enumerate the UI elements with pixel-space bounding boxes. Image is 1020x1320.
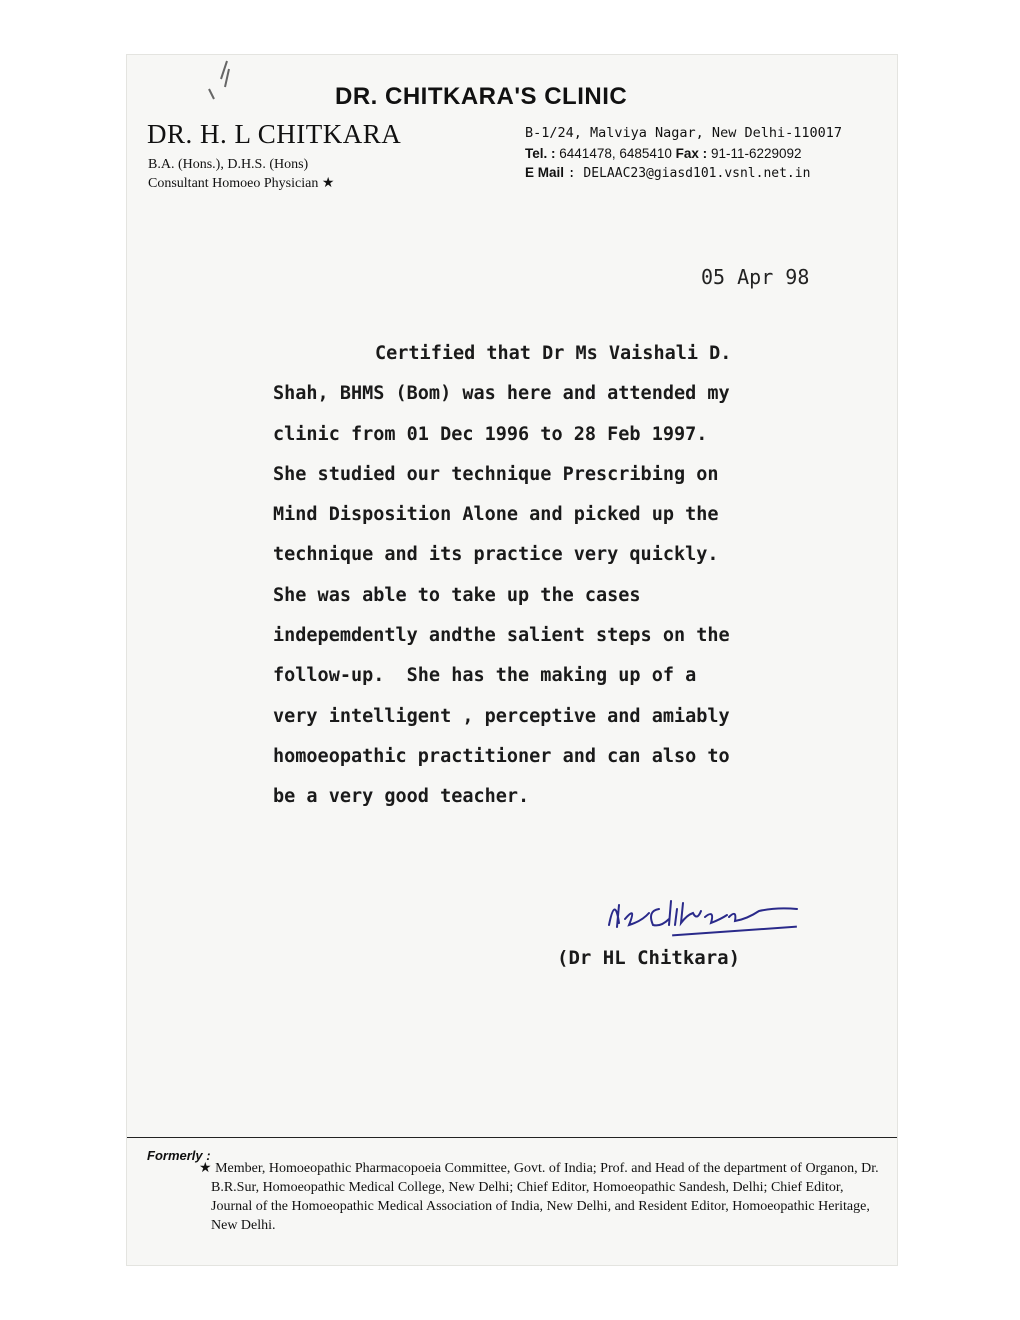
handwritten-signature [597, 875, 817, 955]
fax-value: 91-11-6229092 [710, 146, 802, 161]
body-line: follow-up. She has the making up of a [273, 665, 697, 687]
role-text: Consultant Homoeo Physician [148, 176, 319, 191]
letter-date: 05 Apr 98 [701, 265, 810, 289]
letter-body [273, 343, 873, 827]
body-line: She was able to take up the cases [273, 584, 641, 606]
body-line: clinic from 01 Dec 1996 to 28 Feb 1997. [273, 423, 708, 445]
body-line: indepemdently andthe salient steps on the [273, 625, 730, 647]
fax-label: Fax : [675, 146, 708, 161]
footer-note [199, 1159, 881, 1235]
letter-sheet [127, 55, 897, 1265]
body-line: very intelligent , perceptive and amiably [273, 705, 730, 727]
body-line: technique and its practice very quickly. [273, 544, 719, 566]
clinic-address: B-1/24, Malviya Nagar, New Delhi-110017 [525, 125, 842, 141]
footer-note-text: Member, Homoeopathic Pharmacopoeia Committee, Govt. of India; Prof. and Head of the department of Organon, Dr. B.R.Sur, Homoeopathic Medical College, New Delhi; Chief Editor, Homoeopathic Sandesh, Delhi; Chief Editor, Journal of the Homoeopathic Medical Association of India, New Delhi, and Resident Editor, Homoeopathic Heritage, New Delhi. [211, 1161, 879, 1233]
mail-label: E Mail [525, 165, 565, 180]
ink-mark [189, 59, 249, 119]
tel-label: Tel. : [525, 146, 556, 161]
clinic-name: DR. CHITKARA'S CLINIC [335, 83, 628, 110]
star-icon: ★ [321, 176, 335, 191]
doctor-role [148, 175, 334, 192]
tel-value: 6441478, 6485410 [559, 146, 672, 161]
doctor-qualifications: B.A. (Hons.), D.H.S. (Hons) [148, 157, 309, 172]
signatory-name: (Dr HL Chitkara) [557, 947, 741, 969]
star-icon: ★ [199, 1161, 212, 1176]
footer-divider [127, 1137, 897, 1138]
doctor-name: DR. H. L CHITKARA [147, 119, 402, 149]
clinic-email [525, 165, 810, 181]
mail-value: : DELAAC23@giasd101.vsnl.net.in [567, 166, 811, 181]
formerly-label: Formerly : [147, 1148, 211, 1163]
body-line: Mind Disposition Alone and picked up the [273, 504, 719, 526]
body-line: homoeopathic practitioner and can also to [273, 745, 730, 767]
clinic-phone [525, 146, 802, 161]
body-line: She studied our technique Prescribing on [273, 463, 719, 485]
body-line: Shah, BHMS (Bom) was here and attended my [273, 383, 730, 405]
body-line: Certified that Dr Ms Vaishali D. [375, 343, 732, 364]
body-line: be a very good teacher. [273, 786, 530, 808]
